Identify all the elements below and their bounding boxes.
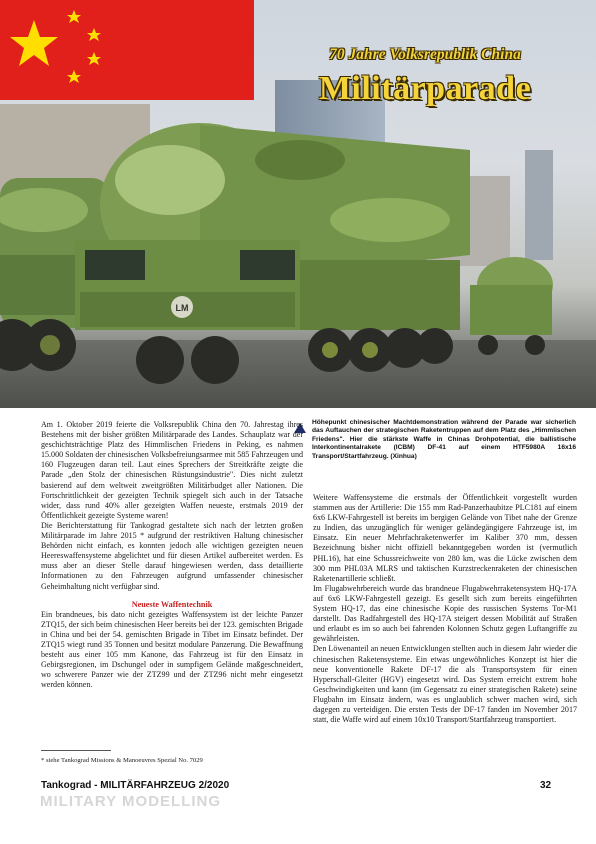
article-title: Militärparade	[318, 70, 532, 107]
main-launcher-vehicle	[75, 123, 470, 384]
paragraph: Den Löwenanteil an neuen Entwicklungen stellten auch in diesem Jahr wieder die chinesischen Raketensysteme. Ein etwas ungewöhnliches Konzept ist hier die neue konventionelle Rakete DF-17 die als Transportsystem für einen Hyperschall-Gleiter (HGV) eingesetzt wird. Das System erreicht extrem hohe Geschwindigkeiten und kann (im Gegensatz zu einer strategischen Rakete) seine Flugbahn im Einsatz ändern, was es unglaublich schwer machen wird, sich dagegen zu verteidigen. Die ersten Tests der DF-17 fanden im November 2017 statt, die Waffe wird auf einem 10x10 Transport/Startfahrzeug transportiert.	[313, 644, 577, 725]
footnote: * siehe Tankograd Missions & Manoeuvres Spezial No. 7029	[41, 757, 203, 764]
right-launcher-vehicle	[470, 257, 553, 355]
body-column-right	[313, 493, 577, 725]
vehicle-logo: LM	[175, 303, 189, 313]
flag-small-star-icon	[87, 28, 101, 41]
article-kicker: 70 Jahre Volksrepublik China	[329, 46, 521, 63]
footnote-divider	[41, 750, 111, 751]
paragraph: Ein brandneues, bis dato nicht gezeigtes Waffensystem ist der leichte Panzer ZTQ15, der sich beim chinesischen Heer bereits bei der 123. gemischten Brigade in China und bei der 54. gemischten Brigade in Tibet im Einsatz befindet. Der ZTQ15 wiegt rund 35 Tonnen und besitzt modulare Panzerung. Die Bewaffnung besteht aus einer 105 mm Kanone, das Fahrzeug ist für den Einsatz in Gebirgsregionen, im Dschungel oder in sumpfigem Gelände maßgeschneidert, wo schwerere Panzer wie der ZTZ99 und der ZTZ96 nicht mehr eingesetzt werden können.	[41, 609, 303, 690]
flag-small-star-icon	[87, 52, 101, 65]
photo-caption-block	[312, 419, 576, 461]
photo-caption: Höhepunkt chinesischer Machtdemonstration während der Parade war sicherlich das Auftauchen der strategischen Raketentruppen auf dem Platz des „Himmlischen Friedens". Hier die stärkste Waffe in Chinas Drohpotential, die ballistische Interkontinentalrakete (ICBM) DF-41 auf einem HTF5980A 16x16 Transport/Startfahrzeug. (Xinhua)	[312, 419, 576, 460]
chinese-flag	[0, 0, 254, 100]
watermark: MILITARY MODELLING	[40, 793, 222, 810]
paragraph: Die Berichterstattung für Tankograd gestaltete sich nach der letzten großen Militärparade im Jahre 2015 * aufgrund der restriktiven Haltung chinesischer Behörden nicht einfach, es konnten jedoch alle wichtigen gezeigten neuen Heereswaffensysteme abgelichtet und für diesen Artikel aufbereitet werden. Es muss aber an dieser Stelle darauf hingewiesen werden, dass detaillierte Informationen zu den Fahrzeugen aufgrund umfassender chinesischer Geheimhaltung nicht verfügbar sind.	[41, 520, 303, 591]
flag-small-star-icon	[67, 70, 81, 83]
page-number: 32	[540, 780, 552, 791]
paragraph: Am 1. Oktober 2019 feierte die Volksrepublik China den 70. Jahrestag ihres Bestehens mit der bisher größten Militärparade des Landes. Schauplatz war der geschichtsträchtige Platz des Himmlischen Friedens in Peking, es nahmen 15.000 Soldaten der chinesischen Volksbefreiungsarmee mit 585 Fahrzeugen und 160 Flugzeugen daran teil. Laut eines Sprechers der Streitkräfte zeigte die Parade „den Stolz der chinesischen Rüstungsindustrie". Dies nicht zuletzt basierend auf dem weltweit zweitgrößten Militärbudget aller Nationen. Die Fortschrittlichkeit der gezeigten Technik spiegelt sich auch in der Tatsache wider, dass rund 40% aller gezeigten Waffen neueste, erstmals 2019 der Öffentlichkeit gezeigte Systeme waren!	[41, 420, 303, 520]
publication-footer: Tankograd - MILITÄRFAHRZEUG 2/2020	[41, 780, 230, 791]
flag-large-star-icon	[10, 20, 58, 66]
paragraph: Im Flugabwehrbereich wurde das brandneue Flugabwehrraketensystem HQ-17A auf 6x6 LKW-Fahrgestell gezeigt. Es gesellt sich zum bereits eingeführten System HQ-17, das eine chinesische Kopie des russischen Systems Tor-M1 darstellt. Das Radfahrgestell des HQ-17A steigert dessen Mobilität auf Straßen und erlaubt es im so auch bei fahrenden Kolonnen Schutz gegen Luftangriffe zu gewährleisten.	[313, 583, 577, 644]
hero-photo	[0, 0, 596, 408]
section-subheading: Neueste Waffentechnik	[131, 599, 213, 609]
paragraph: Weitere Waffensysteme die erstmals der Öffentlichkeit vorgestellt wurden stammen aus der Artillerie: Die 155 mm Rad-Panzerhaubitze PLC181 auf einem 6x6 LKW-Fahrgestell ist bereits im bergigen Gelände von Tibet nahe der Grenze zu Indien, das unzugänglich für weniger geländegängigere Fahrzeuge ist, im Einsatz. Ein neuer Mehrfachraketenwerfer im Kaliber 370 mm, dessen Bezeichnung bisher nicht offiziell bekanntgegeben worden ist (vermutlich PHL16), hat eine Schussreichweite von 280 km, was die Lücke zwischen dem 300 mm PHL03A MLRS und taktischen Kurzstreckenraketen der chinesischen Raketenartillerie schließt.	[313, 493, 577, 583]
body-column-left	[41, 420, 303, 690]
flag-small-star-icon	[67, 10, 81, 23]
